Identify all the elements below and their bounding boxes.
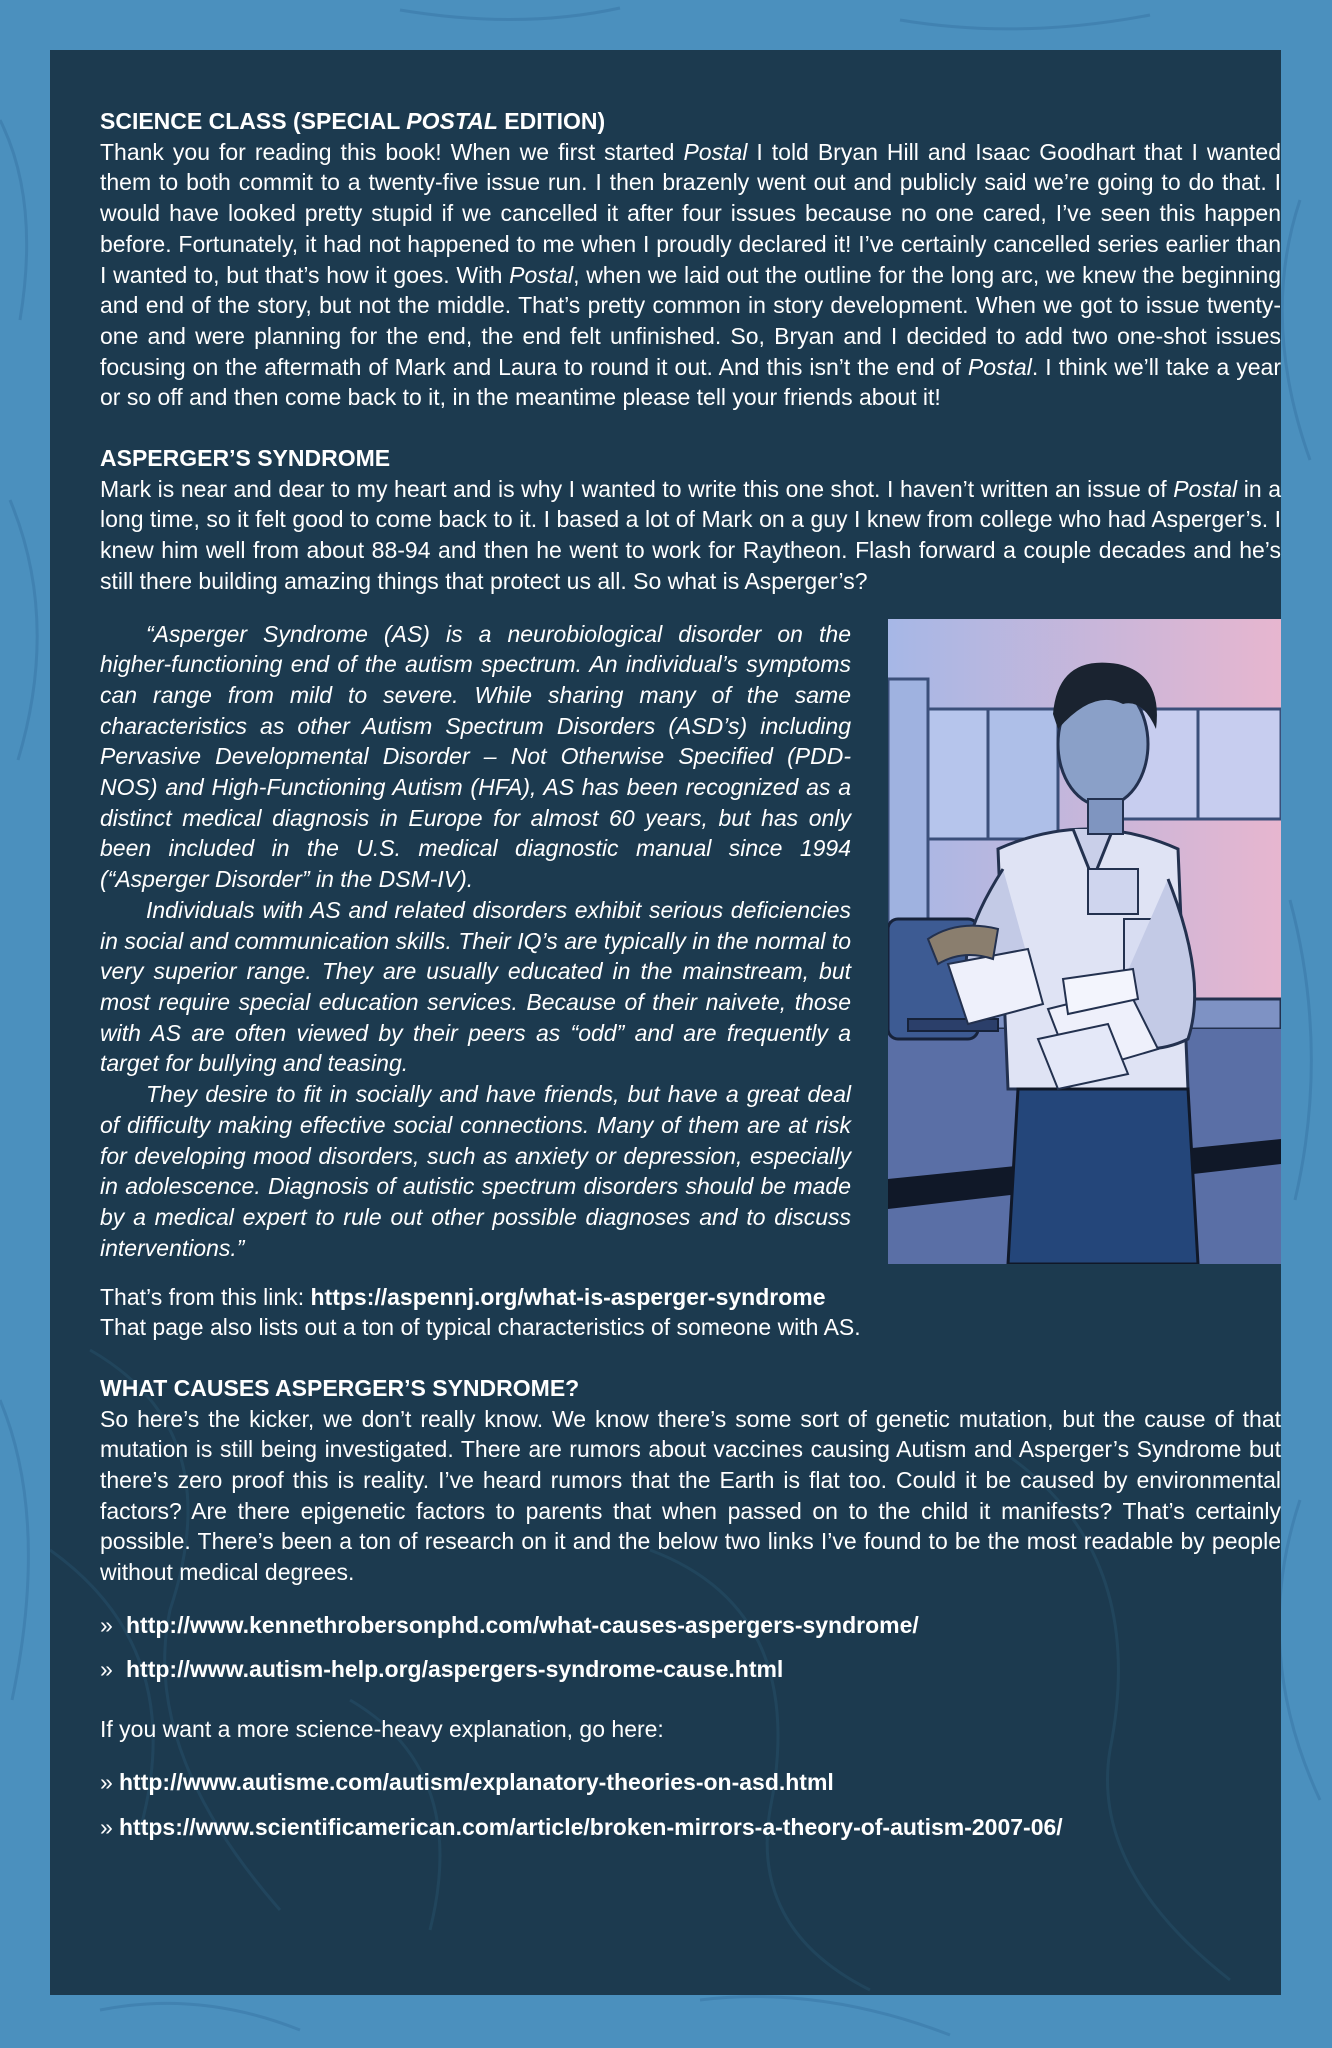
bullet-marker: » xyxy=(100,1611,113,1638)
source-note: That page also lists out a ton of typical characteristics of someone with AS. xyxy=(100,1314,861,1341)
list-item xyxy=(100,1610,1281,1641)
text-run: , when we laid out the outline for the long arc, we knew the beginning and end of the story, but not the middle. That’s pretty common in story development. When we got to issue twenty-one and were planning for the end, the end felt unfinished. So, Bryan and I decided to add two one-shot issues focusing on the aftermath of Mark and Laura to round it out. And this isn’t the end of xyxy=(100,261,1281,380)
list-item xyxy=(100,1767,1281,1798)
link[interactable]: http://www.kennethrobersonphd.com/what-causes-aspergers-syndrome/ xyxy=(126,1611,919,1638)
section-causes xyxy=(100,1373,1281,1842)
bullet-marker: » xyxy=(100,1655,113,1682)
link-list xyxy=(100,1767,1281,1842)
text-run: That’s from this link: xyxy=(100,1283,311,1310)
section-heading xyxy=(100,106,1281,137)
text-run: . I think we’ll take a year or so off and then come back to it, in the meantime please tell your friends about it! xyxy=(100,353,1281,411)
section-science-class xyxy=(100,106,1281,413)
paragraph: If you want a more science-heavy explanation, go here: xyxy=(100,1716,664,1743)
bullet-marker: » xyxy=(100,1768,113,1795)
text-run: in a long time, so it felt good to come back to it. I based a lot of Mark on a guy I knew from college who had Asperger’s. I knew him well from about 88-94 and then he went to work for Raytheon. Flash forward a couple decades and he’s still there building amazing things that protect us all. So what is Asperger’s? xyxy=(100,475,1281,594)
bullet-marker: » xyxy=(100,1813,113,1840)
paragraph: So here’s the kicker, we don’t really know. We know there’s some sort of genetic mutation, but the cause of that mutation is still being investigated. There are rumors about vaccines causing Autism and Asperger’s Syndrome but there’s zero proof this is reality. I’ve heard rumors that the Earth is flat too. Could it be caused by environmental factors? Are there epigenetic factors to parents that when passed on to the child it manifests? That’s certainly possible. There’s been a ton of research on it and the below two links I’ve found to be the most readable by people without medical degrees. xyxy=(100,1405,1281,1586)
quote-paragraph: “Asperger Syndrome (AS) is a neurobiological disorder on the higher-functioning end of the autism spectrum. An individual’s symptoms can range from mild to severe. While sharing many of the same characteristics as other Autism Spectrum Disorders (ASD’s) including Pervasive Developmental Disorder – Not Otherwise Specified (PDD-NOS) and High-Functioning Autism (HFA), AS has been recognized as a distinct medical diagnosis in Europe for almost 60 years, but has only been included in the U.S. medical diagnostic manual since 1994 (“Asperger Disorder” in the DSM-IV). xyxy=(100,620,851,893)
quote-block xyxy=(100,619,1281,1282)
article-content xyxy=(100,106,1281,1856)
heading-text: SCIENCE CLASS (SPECIAL xyxy=(100,108,407,134)
source-line xyxy=(100,1282,1281,1313)
block-quote xyxy=(100,619,851,1264)
list-item xyxy=(100,1654,1281,1685)
comic-illustration xyxy=(888,619,1281,1264)
text-run: Mark is near and dear to my heart and is why I wanted to write this one shot. I haven’t written an issue of xyxy=(100,475,1174,502)
list-item xyxy=(100,1812,1281,1843)
link[interactable]: http://www.autisme.com/autism/explanatory-theories-on-asd.html xyxy=(119,1768,834,1795)
article-panel xyxy=(50,50,1281,1995)
heading-italic: POSTAL xyxy=(406,108,498,134)
paragraph xyxy=(100,137,1281,413)
section-aspergers xyxy=(100,443,1281,597)
italic-run: Postal xyxy=(509,261,574,288)
quote-paragraph: They desire to fit in socially and have friends, but have a great deal of difficulty making effective social connections. Many of them are at risk for developing mood disorders, such as anxiety or depression, especially in adolescence. Diagnosis of autistic spectrum disorders should be made by a medical expert to rule out other possible diagnoses and to discuss interventions.” xyxy=(100,1081,851,1261)
italic-run: Postal xyxy=(967,353,1032,380)
text-run: I told Bryan Hill and Isaac Goodhart that I wanted them to both commit to a twenty-five issue run. I then brazenly went out and publicly said we’re going to do that. I would have looked pretty stupid if we cancelled it after four issues because no one cared, I’ve seen this happen before. Fortunately, it had not happened to me when I proudly declared it! I’ve certainly cancelled series earlier than I wanted to, but that’s how it goes. With xyxy=(100,138,1281,288)
link-list xyxy=(100,1610,1281,1684)
quote-paragraph: Individuals with AS and related disorders exhibit serious deficiencies in social and communication skills. Their IQ’s are typically in the normal to very superior range. They are usually educated in the mainstream, but most require special education services. Because of their naivete, those with AS are often viewed by their peers as “odd” and are frequently a target for bullying and teasing. xyxy=(100,896,851,1077)
section-heading: WHAT CAUSES ASPERGER’S SYNDROME? xyxy=(100,1374,580,1401)
source-link[interactable]: https://aspennj.org/what-is-asperger-syndrome xyxy=(310,1283,826,1310)
heading-text: EDITION) xyxy=(497,108,606,134)
paragraph xyxy=(100,474,1281,597)
section-heading: ASPERGER’S SYNDROME xyxy=(100,445,391,472)
text-run: Thank you for reading this book! When we first started xyxy=(100,138,684,165)
italic-run: Postal xyxy=(1173,475,1238,502)
link[interactable]: https://www.scientificamerican.com/article/broken-mirrors-a-theory-of-autism-2007-06/ xyxy=(119,1813,1063,1840)
italic-run: Postal xyxy=(683,138,748,165)
link[interactable]: http://www.autism-help.org/aspergers-syndrome-cause.html xyxy=(126,1655,784,1682)
